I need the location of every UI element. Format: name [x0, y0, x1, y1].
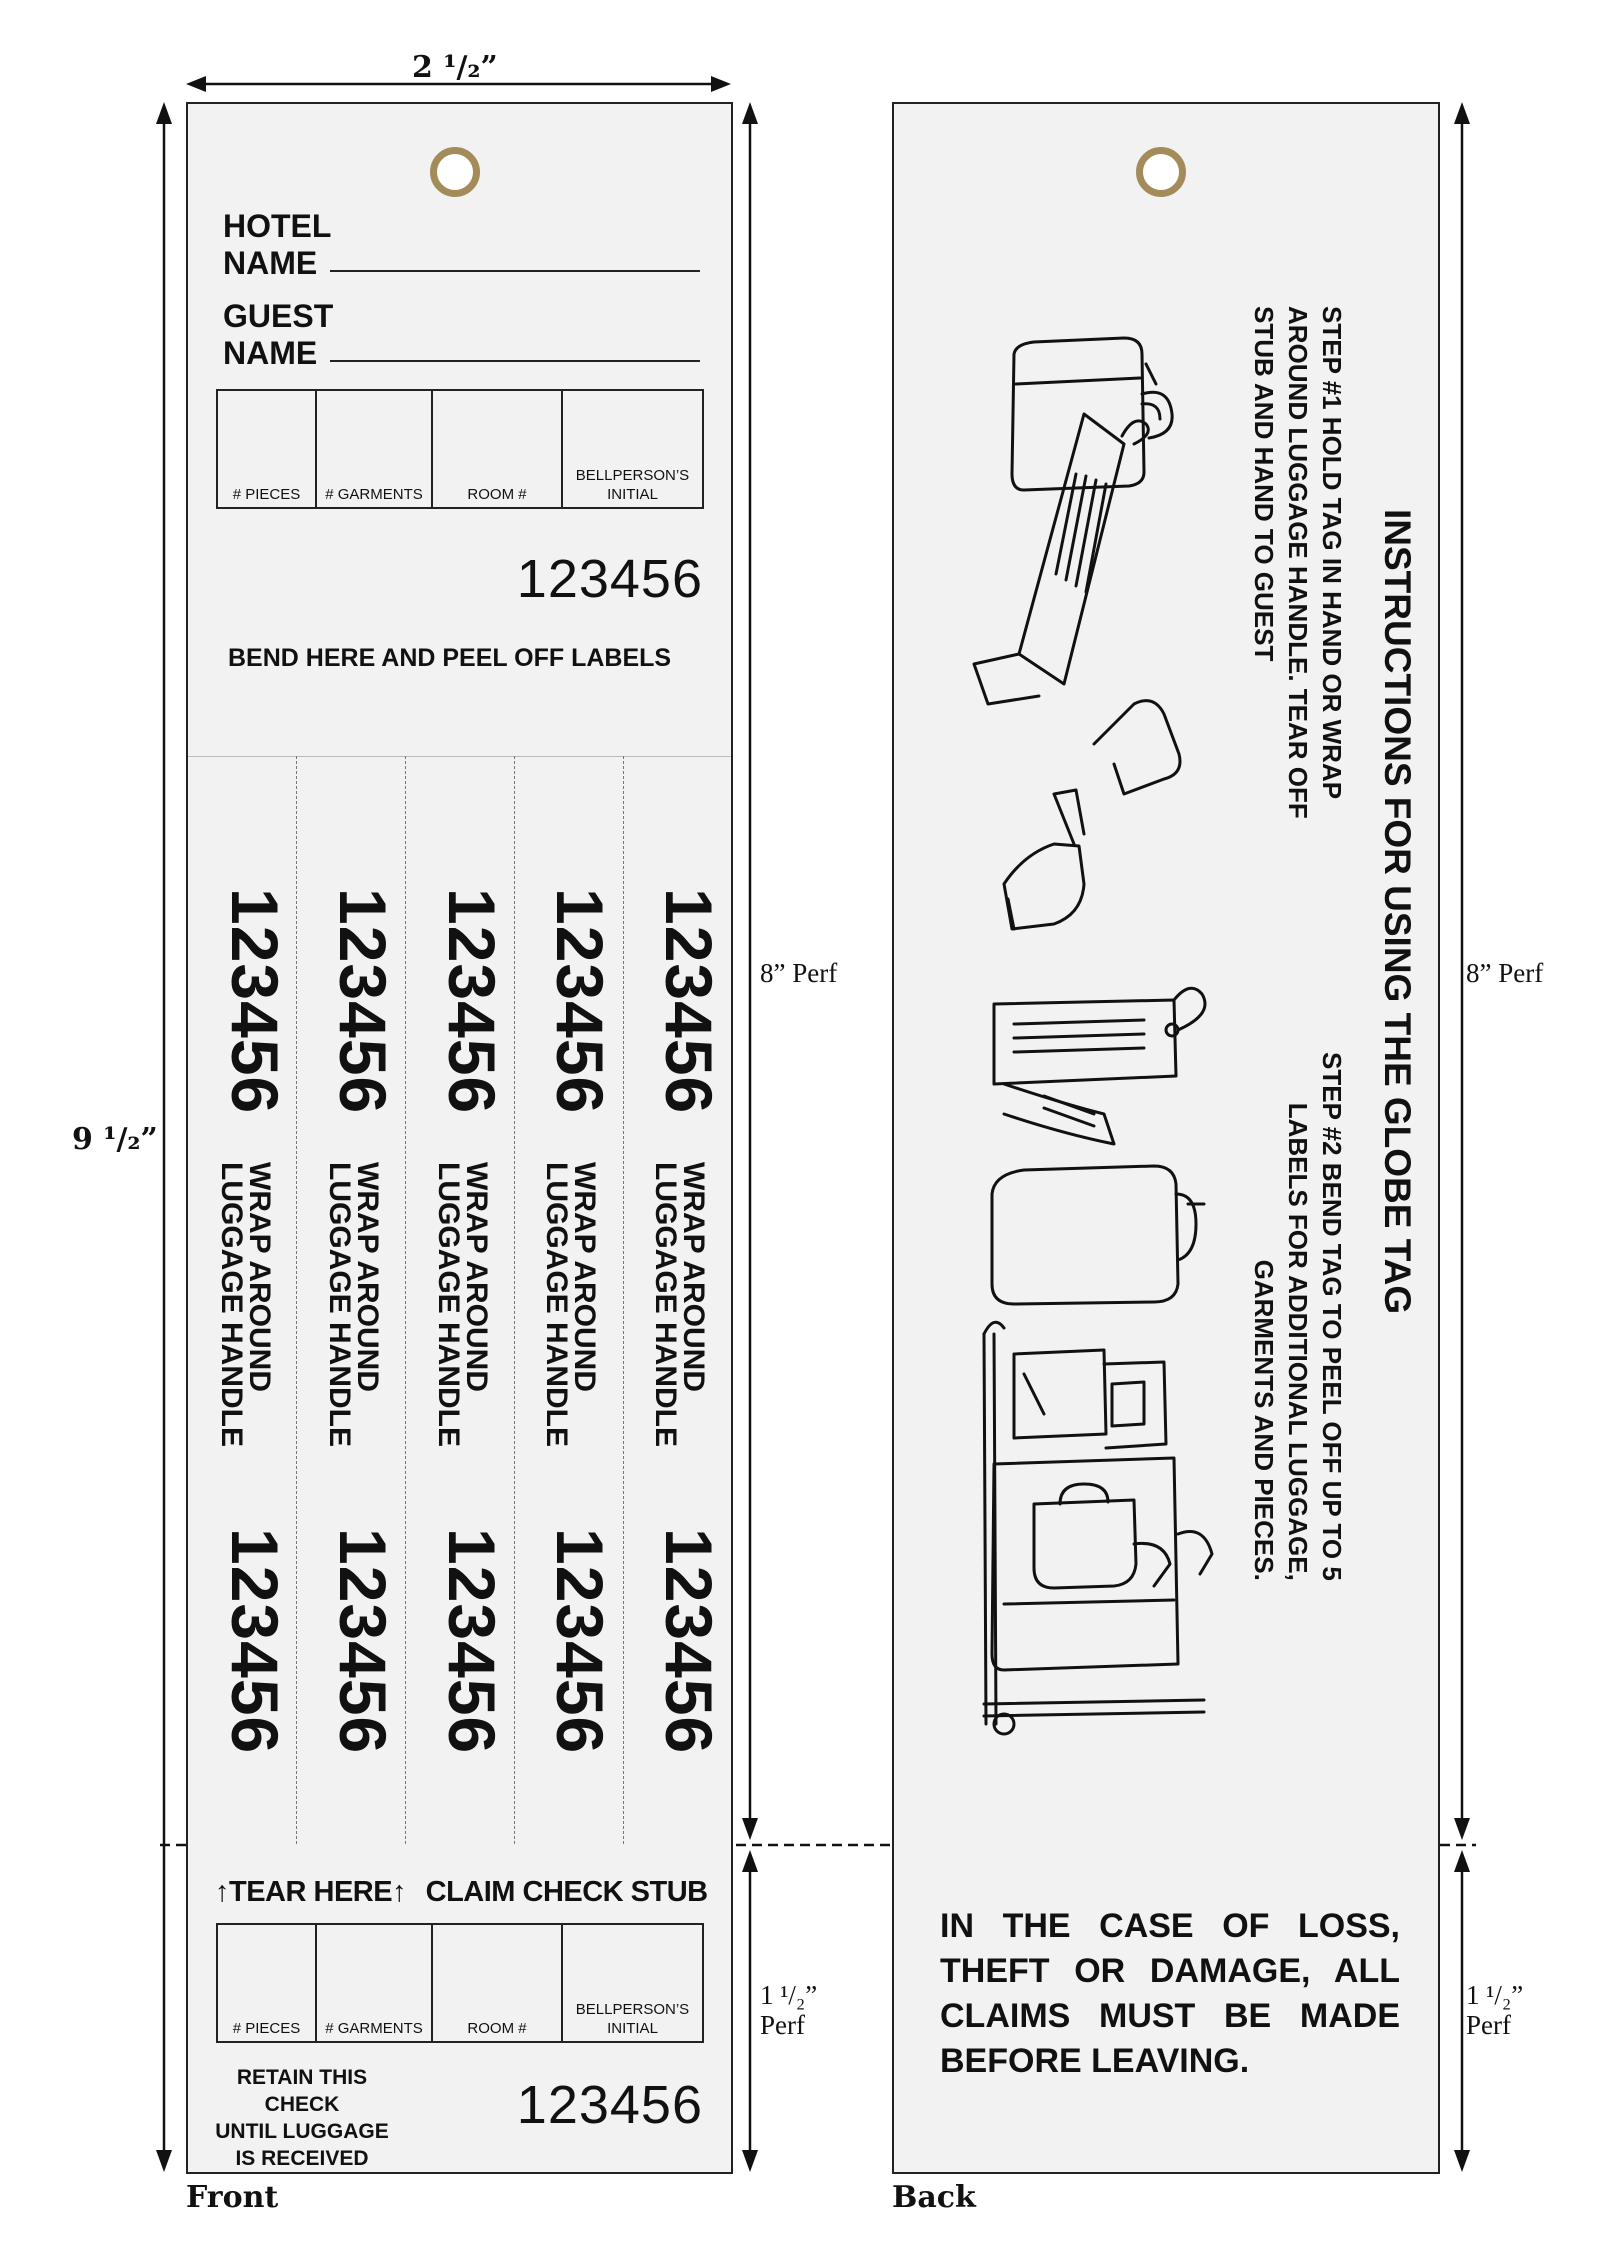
step1-line1: STEP #1 HOLD TAG IN HAND OR WRAP: [1317, 306, 1347, 800]
step2-line1: STEP #2 BEND TAG TO PEEL OFF UP TO 5: [1317, 1052, 1347, 1581]
stub-bellperson-label: BELLPERSON’S: [575, 2001, 690, 2018]
claims-line3: CLAIMS MUST BE MADE: [940, 1997, 1400, 2035]
claims-line4: BEFORE LEAVING.: [940, 2042, 1250, 2080]
claims-line1: IN THE CASE OF LOSS,: [940, 1907, 1400, 1945]
garments-cell[interactable]: # GARMENTS: [316, 390, 432, 508]
hotel-name-field[interactable]: [330, 270, 700, 272]
claims-notice: [940, 1904, 1400, 2084]
guest-line1: GUEST: [223, 298, 334, 334]
luggage-illustration: [964, 324, 1224, 1744]
strip-perforation: [296, 756, 297, 1844]
width-label: 2 ¹/₂”: [412, 50, 498, 85]
strip-text-line1: WRAP AROUND: [351, 1162, 384, 1392]
strip-number-top: 123456: [326, 888, 400, 1115]
label-area-divider: [188, 756, 731, 757]
grommet-hole: [430, 147, 480, 197]
back-perf-15-label: [1466, 1980, 1523, 2040]
grommet-hole: [1136, 147, 1186, 197]
hand-icon: [1004, 701, 1180, 929]
stub-pieces-cell[interactable]: # PIECES: [217, 1924, 316, 2042]
bellperson-cell[interactable]: [562, 390, 703, 508]
front-perf-15-label: [760, 1980, 817, 2040]
front-tag: [186, 102, 733, 2174]
tear-here-label: TEAR HERE: [229, 1876, 393, 1908]
stub-garments-cell[interactable]: # GARMENTS: [316, 1924, 432, 2042]
retain-line2: UNTIL LUGGAGE: [215, 2120, 389, 2143]
luggage-cart-icon: [984, 1322, 1212, 1734]
guest-name-field[interactable]: [330, 360, 700, 362]
tag-in-hand-icon: [974, 414, 1148, 704]
arrow-up-icon: ↑: [215, 1876, 229, 1908]
back-caption: Back: [892, 2180, 976, 2215]
strip-number-top: 123456: [218, 888, 292, 1115]
strip-number-top: 123456: [543, 888, 617, 1115]
strip-text-line2: LUGGAGE HANDLE: [649, 1162, 682, 1447]
strip-text-line2: LUGGAGE HANDLE: [215, 1162, 248, 1447]
strip-number-top: 123456: [652, 888, 726, 1115]
strip-text-line1: WRAP AROUND: [677, 1162, 710, 1392]
handbag-icon: [1012, 338, 1172, 490]
pieces-cell[interactable]: # PIECES: [217, 390, 316, 508]
front-caption: Front: [186, 2180, 279, 2215]
strip-perforation: [514, 756, 515, 1844]
perf-15-bottom: Perf: [760, 2010, 805, 2040]
arrow-up-icon: ↑: [392, 1876, 407, 1908]
step1-text: [1247, 306, 1349, 819]
retain-line1: RETAIN THIS CHECK: [236, 2066, 368, 2116]
front-perf-8-label: 8” Perf: [760, 958, 838, 988]
tear-here-row: [215, 1876, 708, 1909]
strip-number-bottom: 123456: [218, 1528, 292, 1755]
claims-line2: THEFT OR DAMAGE, ALL: [940, 1952, 1400, 1990]
back-perf-8-label: 8” Perf: [1466, 958, 1544, 988]
guest-name-label: [223, 298, 333, 372]
instructions-title: INSTRUCTIONS FOR USING THE GLOBE TAG: [1377, 509, 1418, 1315]
hotel-name-label: [223, 208, 331, 282]
strip-perforation: [623, 756, 624, 1844]
height-label: 9 ¹/₂”: [72, 1118, 158, 1161]
step2-line2: LABELS FOR ADDITIONAL LUGGAGE,: [1283, 1102, 1313, 1581]
stub-bellperson-cell[interactable]: [562, 1924, 703, 2042]
ticket-number: 123456: [516, 549, 703, 609]
initial-label: INITIAL: [607, 486, 658, 503]
stub-initial-label: INITIAL: [607, 2020, 658, 2037]
strip-number-bottom: 123456: [435, 1528, 509, 1755]
bend-here-text: BEND HERE AND PEEL OFF LABELS: [228, 644, 672, 672]
room-cell[interactable]: ROOM #: [432, 390, 562, 508]
strip-text-line2: LUGGAGE HANDLE: [540, 1162, 573, 1447]
bent-tag-icon: [994, 988, 1205, 1144]
guest-line2: NAME: [223, 335, 318, 371]
strip-text-line1: WRAP AROUND: [243, 1162, 276, 1392]
bellperson-label: BELLPERSON’S: [575, 467, 690, 484]
duffel-bag-icon: [992, 1166, 1204, 1304]
strip-number-bottom: 123456: [652, 1528, 726, 1755]
step1-line2: AROUND LUGGAGE HANDLE. TEAR OFF: [1283, 306, 1313, 819]
strip-text-line2: LUGGAGE HANDLE: [323, 1162, 356, 1447]
retain-line3: IS RECEIVED: [235, 2147, 369, 2170]
stub-info-grid: [216, 1923, 704, 2043]
stub-room-cell[interactable]: ROOM #: [432, 1924, 562, 2042]
stub-number: 123456: [516, 2075, 703, 2135]
perf-15-top: 1 ¹/₂”: [1466, 1980, 1524, 2010]
claim-check-stub-label: CLAIM CHECK STUB: [425, 1876, 708, 1908]
info-grid: [216, 389, 704, 509]
strip-text-line1: WRAP AROUND: [568, 1162, 601, 1392]
perf-15-bottom: Perf: [1466, 2010, 1511, 2040]
strip-text-line2: LUGGAGE HANDLE: [432, 1162, 465, 1447]
step1-line3: STUB AND HAND TO GUEST: [1249, 306, 1279, 662]
retain-check-text: [212, 2064, 392, 2172]
hotel-line2: NAME: [223, 245, 318, 281]
strip-text-line1: WRAP AROUND: [460, 1162, 493, 1392]
strip-number-bottom: 123456: [326, 1528, 400, 1755]
step2-text: [1247, 1052, 1349, 1581]
hotel-line1: HOTEL: [223, 208, 332, 244]
strip-number-bottom: 123456: [543, 1528, 617, 1755]
strip-perforation: [405, 756, 406, 1844]
perf-15-top: 1 ¹/₂”: [760, 1980, 818, 2010]
back-tag: [892, 102, 1440, 2174]
step2-line3: GARMENTS AND PIECES.: [1249, 1259, 1279, 1581]
strip-number-top: 123456: [435, 888, 509, 1115]
